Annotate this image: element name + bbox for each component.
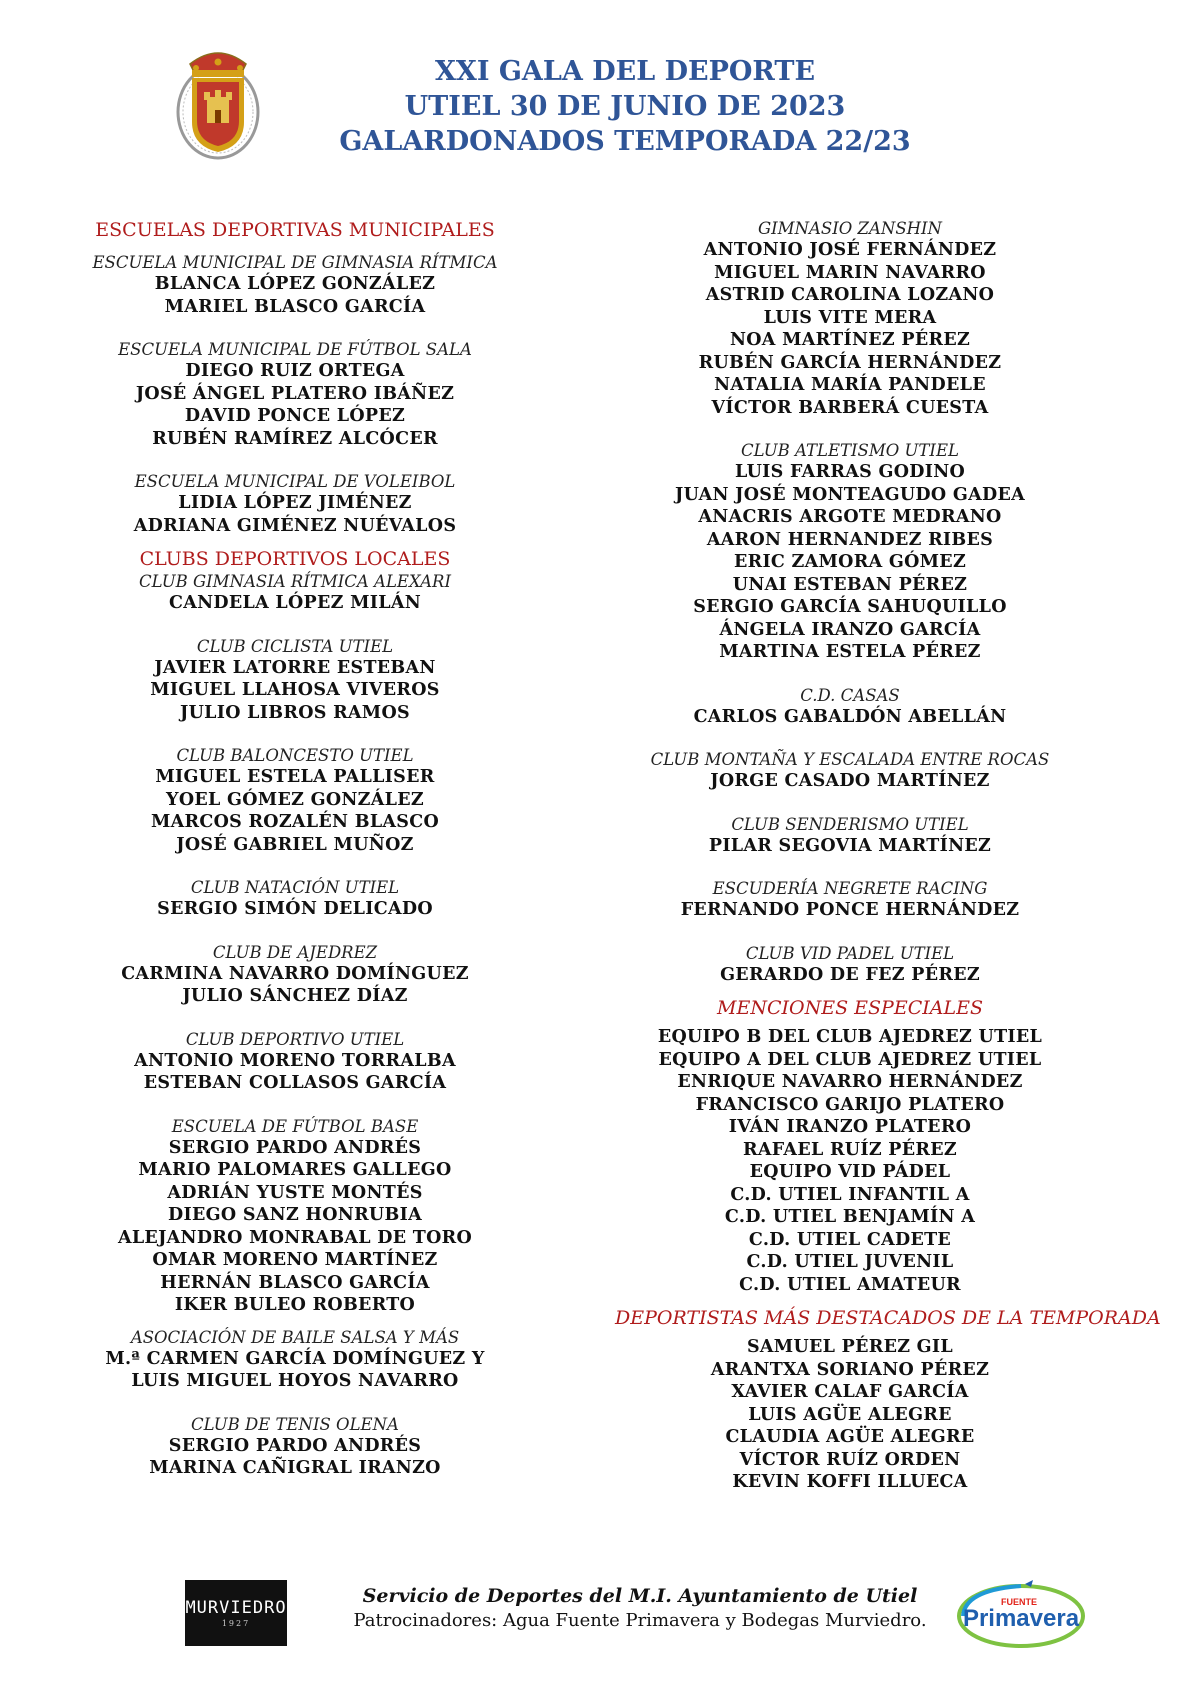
awardee-name: ADRIÁN YUSTE MONTÉS xyxy=(167,1182,423,1203)
awardee-name: MIGUEL LLAHOSA VIVEROS xyxy=(150,680,440,700)
awardee-name: ERIC ZAMORA GÓMEZ xyxy=(733,552,967,572)
murviedro-logo xyxy=(185,1580,287,1646)
awardee-name: ANTONIO MORENO TORRALBA xyxy=(134,1050,456,1071)
awardee-name: MARTINA ESTELA PÉREZ xyxy=(719,642,981,662)
fuente-primavera-logo xyxy=(955,1578,1087,1650)
mention-item: EQUIPO A DEL CLUB AJEDREZ UTIEL xyxy=(658,1049,1042,1070)
awardee-name: JORGE CASADO MARTÍNEZ xyxy=(710,771,990,791)
murviedro-wordmark: MURVIEDRO xyxy=(185,1598,287,1618)
awardee-name: RUBÉN GARCÍA HERNÁNDEZ xyxy=(698,352,1002,373)
primavera-small-text: FUENTE xyxy=(1001,1597,1037,1607)
awardee-name: LIDIA LÓPEZ JIMÉNEZ xyxy=(178,493,412,513)
outstanding-athlete: VÍCTOR RUÍZ ORDEN xyxy=(739,1449,961,1470)
awardee-name: SERGIO GARCÍA SAHUQUILLO xyxy=(693,597,1007,617)
group-name: ESCUDERÍA NEGRETE RACING xyxy=(712,879,988,898)
group-name: CLUB ATLETISMO UTIEL xyxy=(741,441,959,460)
group-name: ESCUELA MUNICIPAL DE VOLEIBOL xyxy=(134,472,456,491)
outstanding-athlete: CLAUDIA AGÜE ALEGRE xyxy=(725,1427,975,1447)
group-name: GIMNASIO ZANSHIN xyxy=(757,219,942,238)
section-title-destacados: DEPORTISTAS MÁS DESTACADOS DE LA TEMPORADA xyxy=(615,1307,1161,1329)
awardee-name: MIGUEL MARIN NAVARRO xyxy=(714,262,986,283)
murviedro-year: 1927 xyxy=(221,1619,251,1628)
mention-item: C.D. UTIEL INFANTIL A xyxy=(730,1184,970,1205)
mention-item: C.D. UTIEL BENJAMÍN A xyxy=(724,1207,976,1227)
group-name: ASOCIACIÓN DE BAILE SALSA Y MÁS xyxy=(130,1327,460,1347)
awardee-name: LUIS MIGUEL HOYOS NAVARRO xyxy=(131,1371,459,1391)
footer-sponsors-line: Patrocinadores: Agua Fuente Primavera y Bodegas Murviedro. xyxy=(353,1610,927,1631)
title-line-1: XXI GALA DEL DEPORTE xyxy=(434,56,816,87)
awardee-name: NOA MARTÍNEZ PÉREZ xyxy=(729,330,971,350)
mention-item: RAFAEL RUÍZ PÉREZ xyxy=(743,1139,957,1160)
awardee-name: YOEL GÓMEZ GONZÁLEZ xyxy=(166,789,424,810)
group-name: CLUB DE TENIS OLENA xyxy=(191,1414,399,1434)
awardee-name: ALEJANDRO MONRABAL DE TORO xyxy=(117,1227,473,1248)
awardee-name: MIGUEL ESTELA PALLISER xyxy=(155,767,435,787)
awardee-name: CANDELA LÓPEZ MILÁN xyxy=(168,593,422,613)
awardee-name: VÍCTOR BARBERÁ CUESTA xyxy=(711,397,989,418)
awardee-name: JAVIER LATORRE ESTEBAN xyxy=(154,657,436,678)
awardee-name: ANTONIO JOSÉ FERNÁNDEZ xyxy=(703,240,997,260)
awardee-name: UNAI ESTEBAN PÉREZ xyxy=(732,574,968,595)
footer-text xyxy=(340,1584,940,1633)
awardee-name: DAVID PONCE LÓPEZ xyxy=(184,406,406,426)
group-name: CLUB GIMNASIA RÍTMICA ALEXARI xyxy=(139,572,451,591)
awardee-name: SERGIO SIMÓN DELICADO xyxy=(157,899,433,919)
awardee-name: DIEGO SANZ HONRUBIA xyxy=(168,1205,422,1225)
awardee-name: BLANCA LÓPEZ GONZÁLEZ xyxy=(154,274,436,294)
mention-item: C.D. UTIEL AMATEUR xyxy=(739,1274,961,1295)
awardee-name: NATALIA MARÍA PANDELE xyxy=(714,375,986,395)
awardee-name: CARMINA NAVARRO DOMÍNGUEZ xyxy=(121,963,469,984)
outstanding-athlete: XAVIER CALAF GARCÍA xyxy=(731,1382,969,1402)
group-name: ESCUELA MUNICIPAL DE FÚTBOL SALA xyxy=(118,340,472,359)
awardee-name: JOSÉ ÁNGEL PLATERO IBÁÑEZ xyxy=(135,383,455,404)
mention-item: IVÁN IRANZO PLATERO xyxy=(728,1117,972,1137)
group-name: ESCUELA DE FÚTBOL BASE xyxy=(171,1116,419,1136)
awardee-name: PILAR SEGOVIA MARTÍNEZ xyxy=(708,835,992,856)
awardee-name: SERGIO PARDO ANDRÉS xyxy=(168,1435,422,1456)
awardee-name: ANACRIS ARGOTE MEDRANO xyxy=(698,507,1002,527)
group-name: CLUB NATACIÓN UTIEL xyxy=(190,878,400,897)
group-name: CLUB BALONCESTO UTIEL xyxy=(176,746,414,765)
section-title-clubs: CLUBS DEPORTIVOS LOCALES xyxy=(139,548,451,570)
section-title-menciones: MENCIONES ESPECIALES xyxy=(717,997,983,1019)
mention-item: FRANCISCO GARIJO PLATERO xyxy=(695,1094,1005,1115)
awardee-name: ASTRID CAROLINA LOZANO xyxy=(705,285,995,305)
title-line-3: GALARDONADOS TEMPORADA 22/23 xyxy=(339,126,911,157)
outstanding-athlete: LUIS AGÜE ALEGRE xyxy=(748,1404,952,1425)
awardee-name: MARCOS ROZALÉN BLASCO xyxy=(150,812,440,832)
awardee-name: FERNANDO PONCE HERNÁNDEZ xyxy=(680,900,1020,920)
awardee-name: JULIO LIBROS RAMOS xyxy=(180,702,410,723)
mention-item: C.D. UTIEL JUVENIL xyxy=(746,1252,954,1272)
awardee-name: HERNÁN BLASCO GARCÍA xyxy=(160,1272,430,1293)
mention-item: ENRIQUE NAVARRO HERNÁNDEZ xyxy=(677,1072,1023,1092)
awardee-name: M.ª CARMEN GARCÍA DOMÍNGUEZ Y xyxy=(105,1348,485,1369)
utiel-coat-of-arms-icon xyxy=(176,42,260,160)
group-name: CLUB CICLISTA UTIEL xyxy=(196,636,394,656)
awardee-name: IKER BULEO ROBERTO xyxy=(174,1295,416,1315)
outstanding-athlete: SAMUEL PÉREZ GIL xyxy=(746,1337,954,1357)
awardee-name: JUAN JOSÉ MONTEAGUDO GADEA xyxy=(675,484,1025,505)
group-name: C.D. CASAS xyxy=(800,685,900,705)
mention-item: EQUIPO B DEL CLUB AJEDREZ UTIEL xyxy=(657,1027,1043,1047)
footer-service-line: Servicio de Deportes del M.I. Ayuntamiento de Utiel xyxy=(362,1585,918,1607)
section-title-escuelas: ESCUELAS DEPORTIVAS MUNICIPALES xyxy=(95,219,495,241)
awardee-name: JULIO SÁNCHEZ DÍAZ xyxy=(182,986,408,1006)
outstanding-athlete: ARANTXA SORIANO PÉREZ xyxy=(710,1359,990,1380)
awardee-name: LUIS FARRAS GODINO xyxy=(734,462,966,482)
group-name: CLUB MONTAÑA Y ESCALADA ENTRE ROCAS xyxy=(650,750,1050,769)
awardee-name: MARIEL BLASCO GARCÍA xyxy=(164,296,426,317)
right-column xyxy=(615,218,1161,1494)
title-line-2: UTIEL 30 DE JUNIO DE 2023 xyxy=(404,91,846,122)
awardee-name: MARIO PALOMARES GALLEGO xyxy=(138,1160,452,1180)
awardee-name: SERGIO PARDO ANDRÉS xyxy=(168,1137,422,1158)
group-name: CLUB VID PADEL UTIEL xyxy=(745,943,955,963)
awardee-name: LUIS VITE MERA xyxy=(763,307,937,328)
awardee-name: JOSÉ GABRIEL MUÑOZ xyxy=(176,834,414,855)
group-name: ESCUELA MUNICIPAL DE GIMNASIA RÍTMICA xyxy=(92,253,498,272)
awardee-name: ESTEBAN COLLASOS GARCÍA xyxy=(143,1073,447,1093)
awardee-name: AARON HERNANDEZ RIBES xyxy=(706,529,994,550)
outstanding-athlete: KEVIN KOFFI ILLUECA xyxy=(732,1472,968,1492)
group-name: CLUB DE AJEDREZ xyxy=(212,942,378,962)
awardee-name: ÁNGELA IRANZO GARCÍA xyxy=(719,619,981,640)
awardee-name: CARLOS GABALDÓN ABELLÁN xyxy=(693,706,1007,727)
left-column xyxy=(80,218,510,1480)
awardee-name: GERARDO DE FEZ PÉREZ xyxy=(720,964,980,985)
group-name: CLUB DEPORTIVO UTIEL xyxy=(185,1029,405,1049)
awardee-name: DIEGO RUIZ ORTEGA xyxy=(185,361,405,381)
document-title xyxy=(300,54,950,159)
mention-item: C.D. UTIEL CADETE xyxy=(748,1229,952,1250)
group-name: CLUB SENDERISMO UTIEL xyxy=(731,814,969,834)
awardee-name: RUBÉN RAMÍREZ ALCÓCER xyxy=(152,428,438,449)
awardee-name: OMAR MORENO MARTÍNEZ xyxy=(152,1250,438,1270)
awardee-name: MARINA CAÑIGRAL IRANZO xyxy=(149,1458,441,1478)
awardee-name: ADRIANA GIMÉNEZ NUÉVALOS xyxy=(133,515,457,536)
primavera-wordmark: Primavera xyxy=(962,1605,1080,1632)
mention-item: EQUIPO VID PÁDEL xyxy=(749,1162,951,1182)
